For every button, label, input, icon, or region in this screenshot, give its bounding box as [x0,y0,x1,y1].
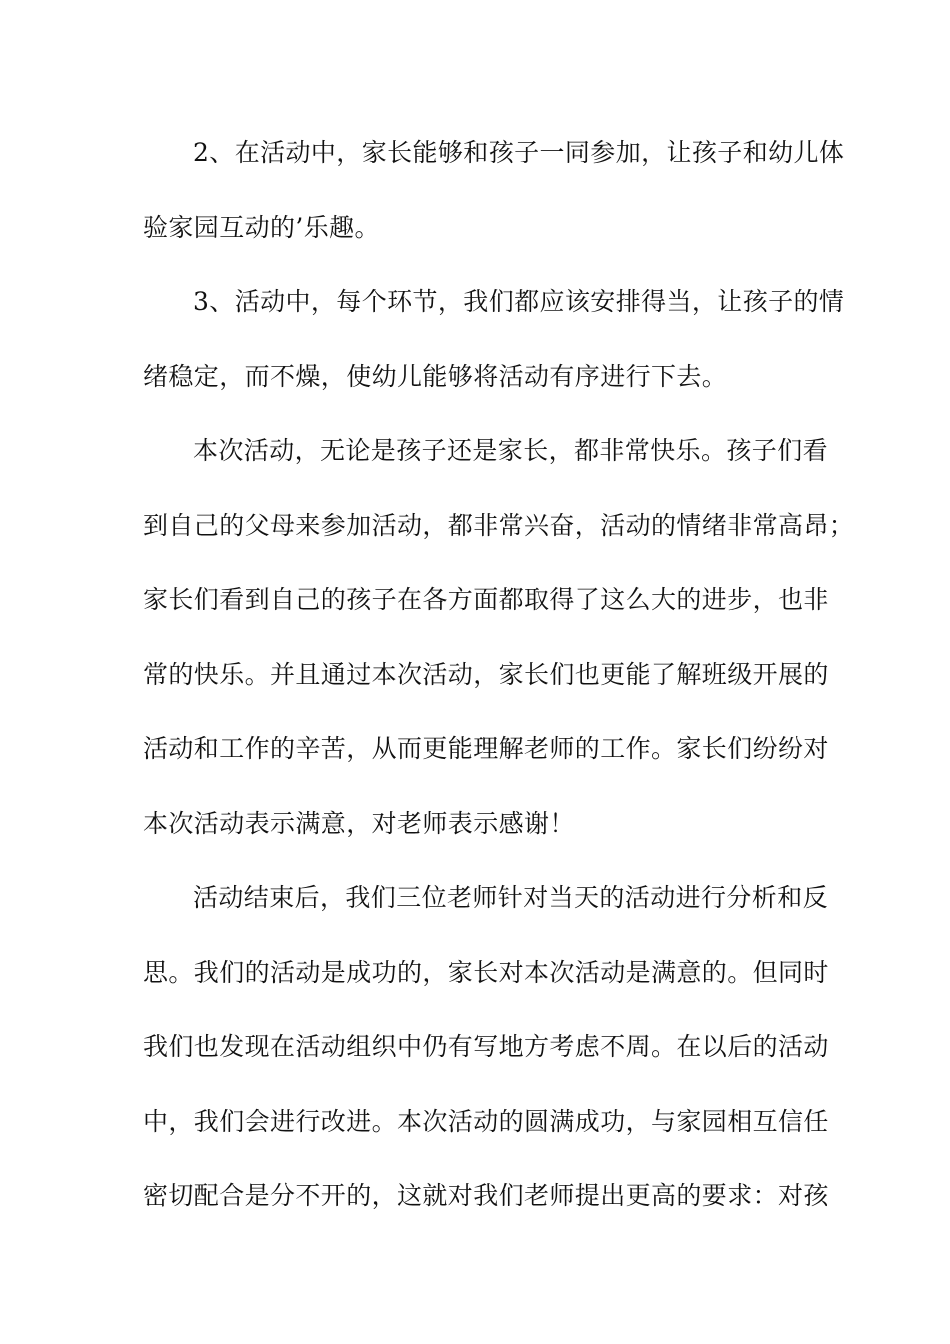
paragraph-reflection-line-4: 中，我们会进行改进。本次活动的圆满成功，与家园相互信任 [143,1106,829,1136]
paragraph-3-line-1: 3、活动中，每个环节，我们都应该安排得当，让孩子的情 [193,287,845,316]
paragraph-summary-line-3: 家长们看到自己的孩子在各方面都取得了这么大的进步，也非 [143,585,829,614]
paragraph-reflection-line-5: 密切配合是分不开的，这就对我们老师提出更高的要求：对孩 [143,1181,829,1210]
paragraph-summary-line-5: 活动和工作的辛苦，从而更能理解老师的工作。家长们纷纷对 [143,734,829,763]
paragraph-summary-line-1: 本次活动，无论是孩子还是家长，都非常快乐。孩子们看 [193,436,829,465]
paragraph-reflection-line-3: 我们也发现在活动组织中仍有写地方考虑不周。在以后的活动 [143,1032,829,1061]
paragraph-3-line-2: 绪稳定，而不燥，使幼儿能够将活动有序进行下去。 [143,361,728,391]
document-body [143,128,855,1246]
paragraph-2-line-1: 2、在活动中，家长能够和孩子一同参加，让孩子和幼儿体 [193,138,845,167]
paragraph-summary-line-4: 常的快乐。并且通过本次活动，家长们也更能了解班级开展的 [143,659,829,689]
paragraph-reflection-line-1: 活动结束后，我们三位老师针对当天的活动进行分析和反 [193,883,829,912]
paragraph-reflection-line-2: 思。我们的活动是成功的，家长对本次活动是满意的。但同时 [143,957,829,987]
paragraph-summary-line-6: 本次活动表示满意，对老师表示感谢！ [143,808,575,838]
paragraph-summary-line-2: 到自己的父母来参加活动，都非常兴奋，活动的情绪非常高昂； [143,510,855,540]
paragraph-2-line-2: 验家园互动的’乐趣。 [143,212,380,242]
